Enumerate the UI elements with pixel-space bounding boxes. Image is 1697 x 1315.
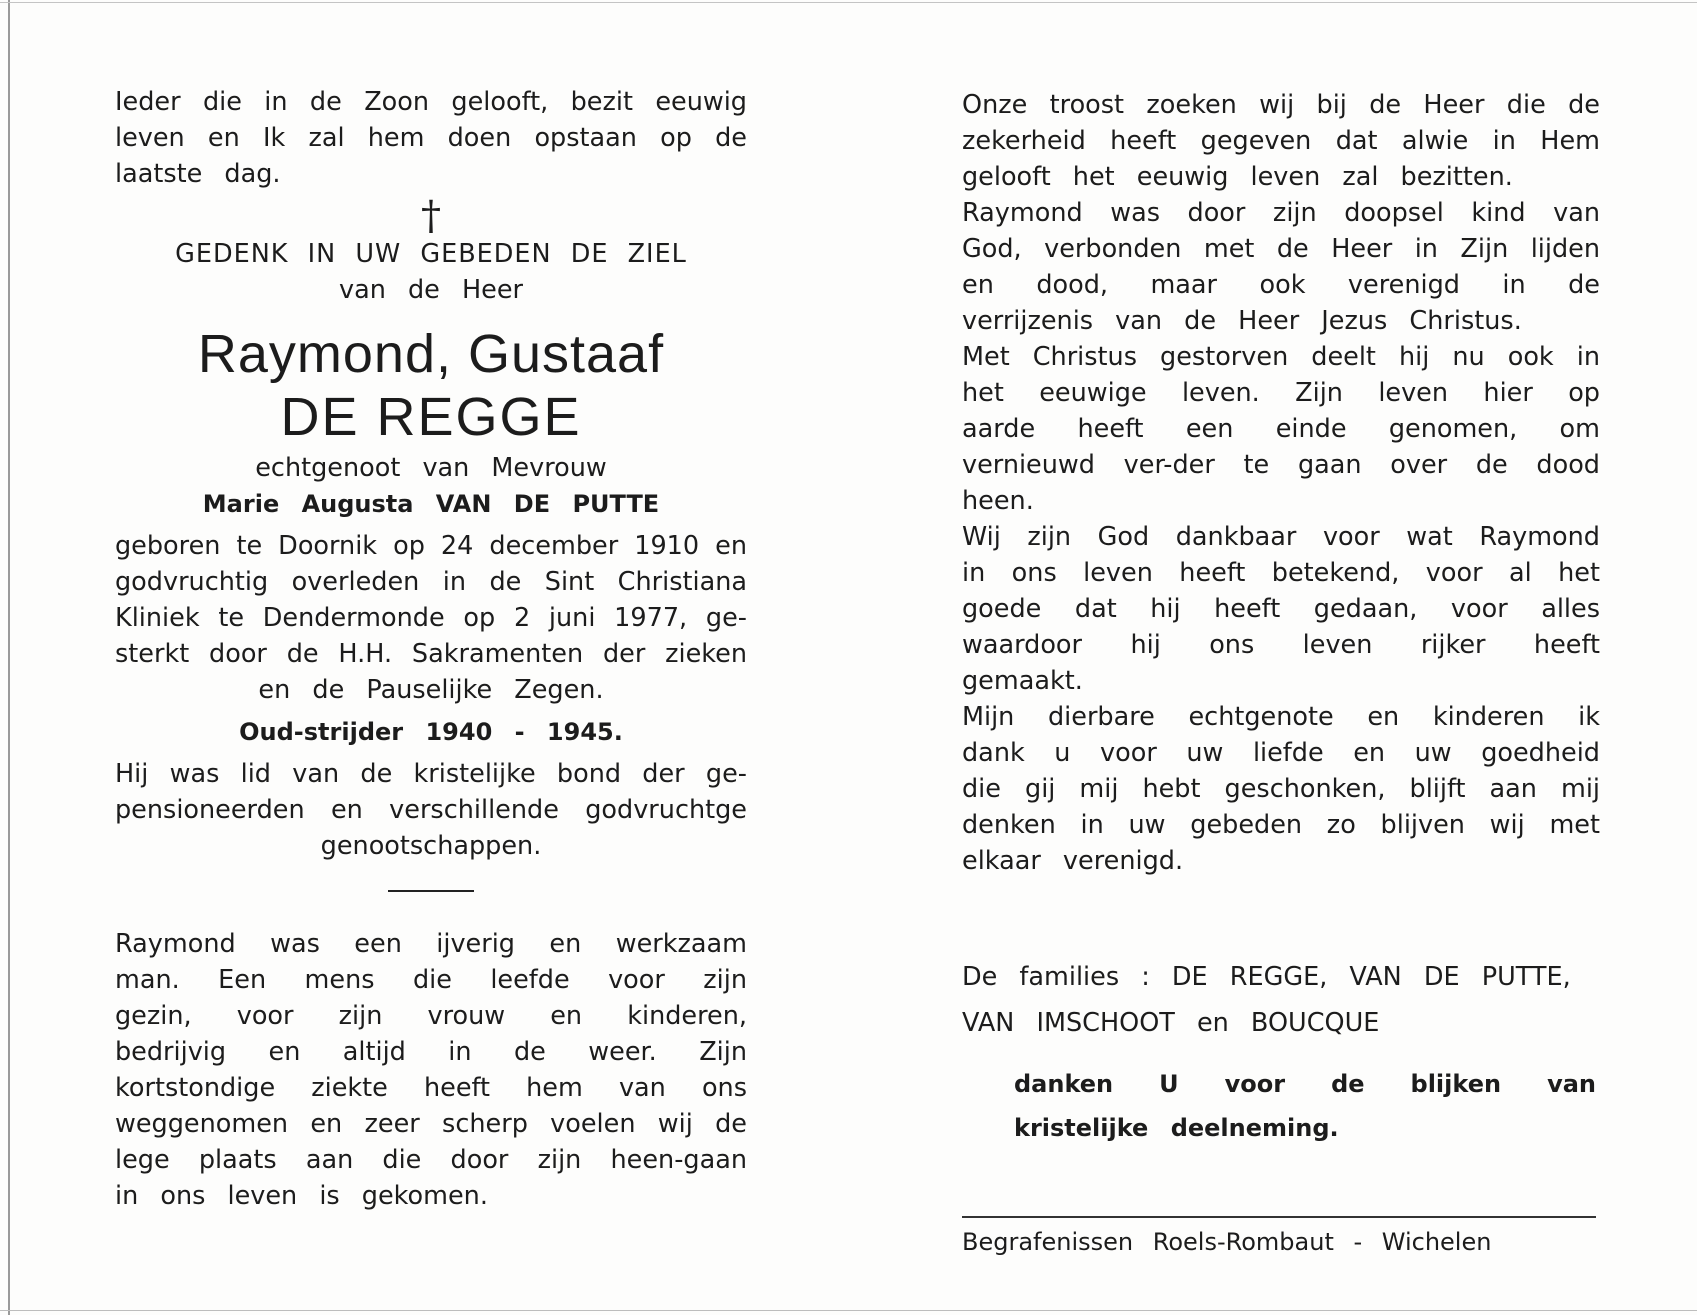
life-line-5: en de Pauselijke Zegen.	[258, 675, 604, 705]
veteran-line: Oud-strijder 1940 - 1945.	[239, 718, 623, 746]
spouse-name: Marie Augusta VAN DE PUTTE	[202, 490, 660, 518]
comfort-paragraph: Onze troost zoeken wij bij de Heer die de zekerheid heeft gegeven dat alwie in Hem gelooft het eeuwig leven zal bezitten.	[962, 90, 1600, 192]
section-divider	[388, 890, 474, 892]
card-bottom-edge	[0, 1310, 1697, 1311]
families-line-2: VAN IMSCHOOT en BOUCQUE	[962, 1008, 1380, 1038]
card-top-edge	[0, 2, 1697, 3]
of-line: van de Heer	[338, 275, 523, 305]
bible-verse: Ieder die in de Zoon gelooft, bezit eeuwig leven en Ik zal hem doen opstaan op de laatste dag.	[115, 87, 747, 189]
deceased-first-names: Raymond, Gustaaf	[197, 324, 665, 384]
cross-icon: †	[421, 193, 441, 239]
remember-line: GEDENK IN UW GEBEDEN DE ZIEL	[175, 239, 687, 269]
undertaker-credit: Begrafenissen Roels-Rombaut - Wichelen	[962, 1228, 1492, 1256]
membership-line-3: genootschappen.	[320, 831, 542, 861]
spouse-intro: echtgenoot van Mevrouw	[255, 453, 607, 483]
baptism-paragraph: Raymond was door zijn doopsel kind van God, verbonden met de Heer in Zijn lijden en dood, maar ook verenigd in de verrijzenis van de Heer Jezus Christus.	[962, 198, 1600, 336]
life-line-2: godvruchtig overleden in de Sint Christiana	[115, 567, 747, 597]
families-line-1: De families : DE REGGE, VAN DE PUTTE,	[962, 962, 1571, 992]
membership-details	[115, 756, 747, 864]
thanks-text: danken U voor de blijken van kristelijke deelneming.	[1014, 1070, 1596, 1142]
farewell-paragraph: Mijn dierbare echtgenote en kinderen ik dank u voor uw liefde en uw goedheid die gij mij hebt geschonken, blijft aan mij denken in uw gebeden zo blijven wij met elkaar verenigd.	[962, 702, 1600, 876]
life-details	[115, 528, 747, 708]
membership-line-1: Hij was lid van de kristelijke bond der ge-	[115, 759, 747, 789]
eternal-life-paragraph: Met Christus gestorven deelt hij nu ook in het eeuwige leven. Zijn leven hier op aarde heeft een einde genomen, om vernieuwd ver-der te gaan over de dood heen.	[962, 342, 1600, 516]
life-line-1: geboren te Doornik op 24 december 1910 en	[115, 531, 747, 561]
card-left-edge	[8, 0, 10, 1315]
thanks-block	[1014, 1062, 1596, 1150]
deceased-surname: DE REGGE	[280, 387, 582, 447]
gratitude-paragraph: Wij zijn God dankbaar voor wat Raymond in ons leven heeft betekend, voor al het goede dat hij heeft gedaan, voor alles waardoor hij ons leven rijker heeft gemaakt.	[962, 522, 1600, 696]
right-page	[962, 87, 1600, 879]
membership-line-2: pensioneerden en verschillende godvruchtge	[115, 795, 747, 825]
left-page	[115, 84, 747, 1214]
life-line-3: Kliniek te Dendermonde op 2 juni 1977, ge-	[115, 603, 747, 633]
tribute-paragraph: Raymond was een ijverig en werkzaam man. Een mens die leefde voor zijn gezin, voor zijn vrouw en kinderen, bedrijvig en altijd in de weer. Zijn kortstondige ziekte heeft hem van ons weggenomen en zeer scherp voelen wij de lege plaats aan die door zijn heen-gaan in ons leven is gekomen.	[115, 929, 747, 1211]
life-line-4: sterkt door de H.H. Sakramenten der zieken	[115, 639, 747, 669]
families-block	[962, 954, 1600, 1046]
footer-rule	[962, 1216, 1596, 1218]
